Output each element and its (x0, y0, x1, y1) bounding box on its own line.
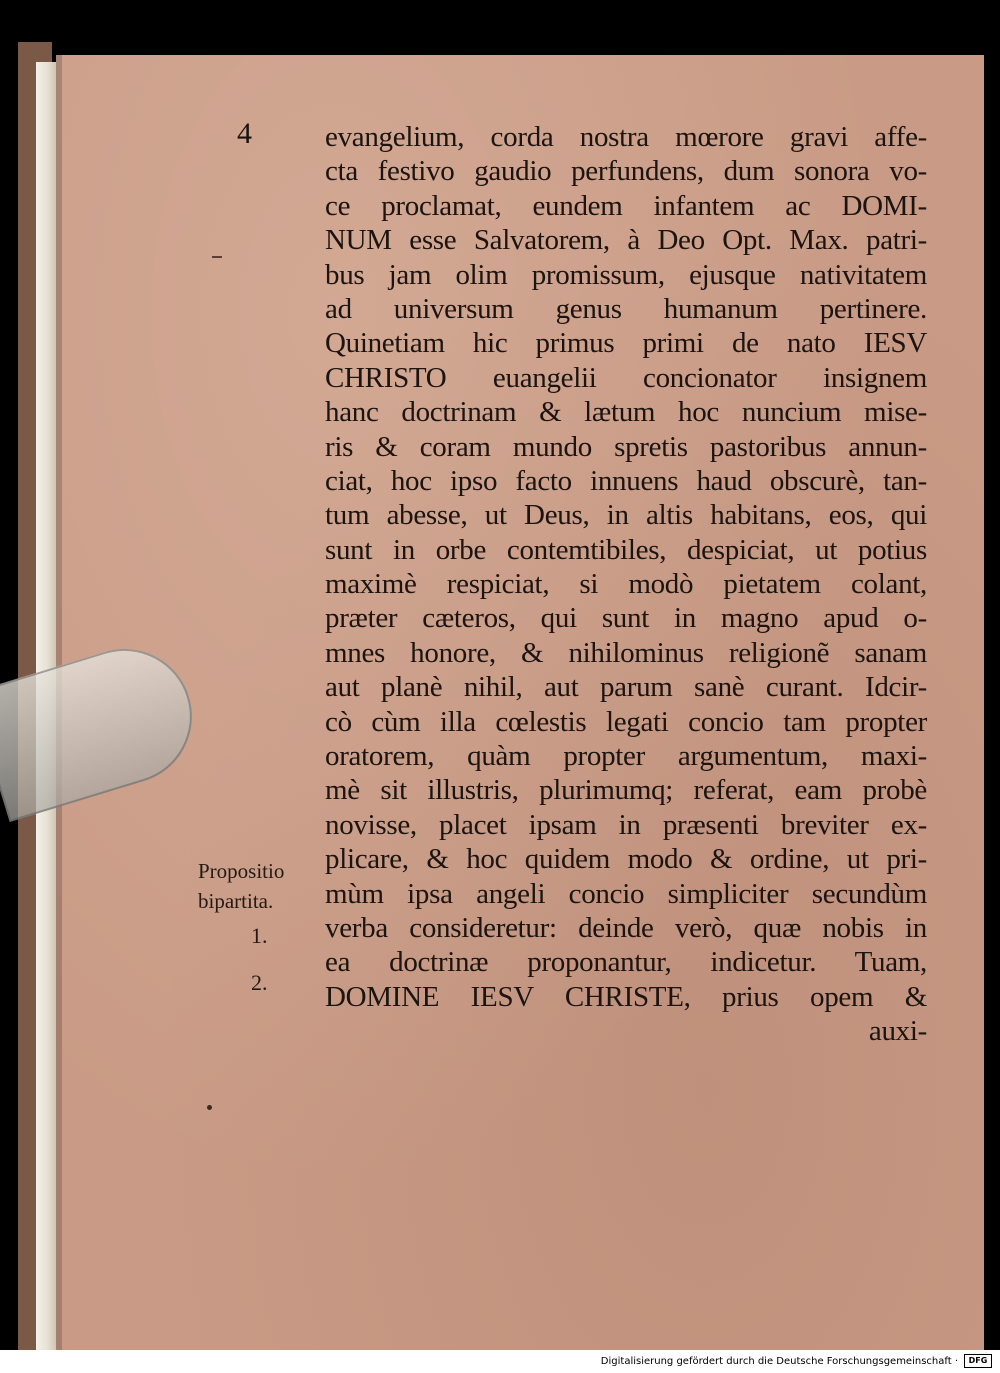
text-line: tum abesse, ut Deus, in altis habitans, eos, qui (325, 499, 927, 532)
text-line: bus jam olim promissum, ejusque nativitatem (325, 258, 927, 291)
footer-credit: Digitalisierung gefördert durch die Deutsche Forschungsgemeinschaft · (600, 1356, 958, 1367)
text-line: ce proclamat, eundem infantem ac DOMI- (325, 189, 927, 222)
text-line: ad universum genus humanum pertinere. (325, 292, 927, 325)
text-line: mnes honore, & nihilominus religionẽ sanam (325, 636, 927, 669)
text-line: plicare, & hoc quidem modo & ordine, ut pri- (325, 843, 927, 876)
margin-dot (207, 1105, 212, 1110)
text-line: verba consideretur: deinde verò, quæ nobis in (325, 911, 927, 944)
text-line: Quinetiam hic primus primi de nato IESV (325, 327, 927, 360)
text-line: cò cùm illa cœlestis legati concio tam propter (325, 705, 927, 738)
text-line: aut planè nihil, aut parum sanè curant. Idcir- (325, 671, 927, 704)
text-line: mè sit illustris, plurimumq; referat, eam probè (325, 774, 927, 807)
text-line: sunt in orbe contemtibiles, despiciat, ut potius (325, 533, 927, 566)
text-line: ea doctrinæ proponantur, indicetur. Tuam, (325, 946, 927, 979)
dfg-logo-icon: DFG (964, 1354, 992, 1368)
text-line: CHRISTO euangelii concionator insignem (325, 361, 927, 394)
margin-mark (212, 256, 222, 258)
text-line: ciat, hoc ipso facto innuens haud obscurè, tan- (325, 464, 927, 497)
text-line: oratorem, quàm propter argumentum, maxi- (325, 740, 927, 773)
margin-note-number-1: 1. (251, 923, 268, 948)
page-number: 4 (237, 117, 252, 150)
text-line: maximè respiciat, si modò pietatem colant, (325, 568, 927, 601)
text-line: hanc doctrinam & lætum hoc nuncium mise- (325, 396, 927, 429)
margin-note-number-2: 2. (251, 970, 268, 995)
text-line: ris & coram mundo spretis pastoribus annun- (325, 430, 927, 463)
text-line: evangelium, corda nostra mœrore gravi affe- (325, 121, 927, 153)
text-line: DOMINE IESV CHRISTE, prius opem & (325, 980, 927, 1013)
text-line: mùm ipsa angeli concio simpliciter secundùm (325, 877, 927, 910)
text-line: novisse, placet ipsam in præsenti breviter ex- (325, 808, 927, 841)
text-line: NUM esse Salvatorem, à Deo Opt. Max. patri- (325, 224, 927, 257)
main-text-block (325, 120, 927, 1049)
margin-note-propositio: Propositio (198, 859, 285, 883)
catchword: auxi- (868, 1015, 927, 1048)
text-line: præter cæteros, qui sunt in magno apud o- (325, 602, 927, 635)
margin-note-bipartita: bipartita. (198, 889, 274, 913)
text-line: cta festivo gaudio perfundens, dum sonora vo- (325, 155, 927, 188)
